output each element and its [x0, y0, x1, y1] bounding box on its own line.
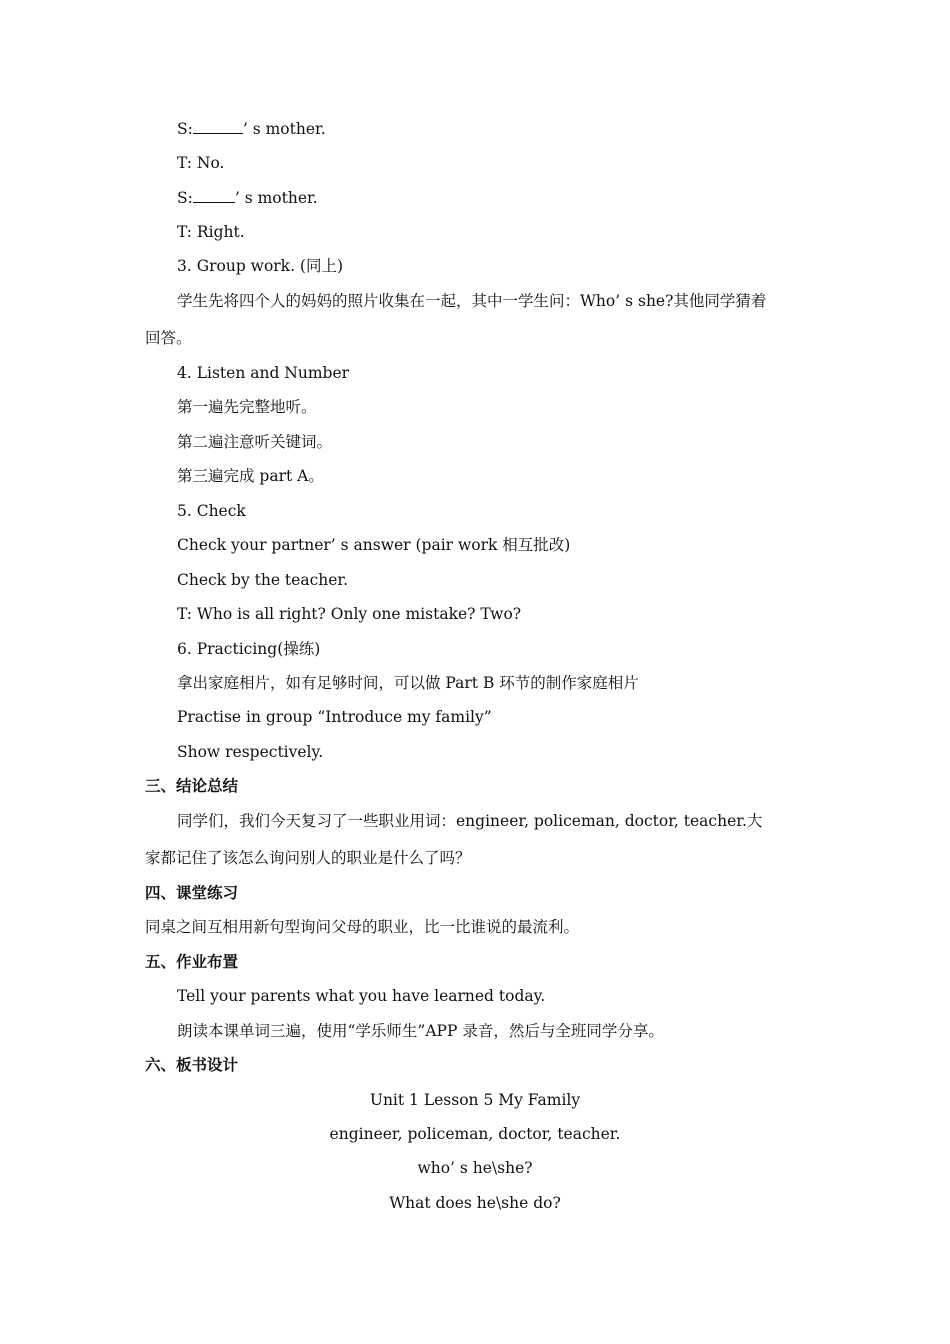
section-3-line-2: 家都记住了该怎么询问别人的职业是什么了吗？ [145, 849, 471, 867]
step-6-line-1: 拿出家庭相片，如有足够时间，可以做 Part B 环节的制作家庭相片 [177, 674, 639, 692]
step-5-line-2: Check by the teacher. [177, 571, 349, 589]
step-6-title: 6. Practicing(操练) [177, 640, 321, 658]
board-line-3: who’ s he\she? [417, 1159, 533, 1177]
step-4-line-2: 第二遍注意听关键词。 [177, 433, 333, 451]
section-3-heading: 三、结论总结 [145, 777, 239, 795]
step-3-title: 3. Group work. (同上) [177, 257, 344, 275]
section-3-line-1: 同学们，我们今天复习了一些职业用词：engineer, policeman, doctor, teacher.大 [177, 812, 763, 830]
section-5-line-2: 朗读本课单词三遍，使用“学乐师生”APP 录音，然后与全班同学分享。 [177, 1022, 664, 1040]
answer-blank [193, 188, 235, 203]
step-4-title: 4. Listen and Number [177, 364, 350, 382]
section-4-line-1: 同桌之间互相用新句型询问父母的职业，比一比谁说的最流利。 [145, 918, 580, 936]
dialog-student-line-1: S: ’ s mother. [177, 120, 326, 138]
step-6-line-2: Practise in group “Introduce my family” [177, 708, 492, 726]
step-4-line-3: 第三遍完成 part A。 [177, 467, 324, 485]
step-5-line-1: Check your partner’ s answer (pair work 相互批改) [177, 536, 571, 554]
section-5-heading: 五、作业布置 [145, 953, 239, 971]
step-4-line-1: 第一遍先完整地听。 [177, 398, 317, 416]
step-3-desc-line-2: 回答。 [145, 329, 192, 347]
board-line-1: Unit 1 Lesson 5 My Family [369, 1091, 581, 1109]
step-5-title: 5. Check [177, 502, 246, 520]
dialog-teacher-line-2: T: Right. [177, 223, 245, 241]
dialog-student-line-2: S: ’ s mother. [177, 189, 318, 207]
answer-blank [193, 119, 243, 134]
step-3-desc-line-1: 学生先将四个人的妈妈的照片收集在一起，其中一学生问：Who’ s she?其他同学猜着 [177, 292, 767, 310]
board-line-4: What does he\she do? [389, 1194, 561, 1212]
dialog-teacher-line-1: T: No. [177, 154, 225, 172]
section-6-heading: 六、板书设计 [145, 1056, 239, 1074]
step-5-line-3: T: Who is all right? Only one mistake? Two? [177, 605, 522, 623]
step-6-line-3: Show respectively. [177, 743, 324, 761]
board-line-2: engineer, policeman, doctor, teacher. [329, 1125, 621, 1143]
section-5-line-1: Tell your parents what you have learned today. [177, 987, 546, 1005]
section-4-heading: 四、课堂练习 [145, 884, 239, 902]
